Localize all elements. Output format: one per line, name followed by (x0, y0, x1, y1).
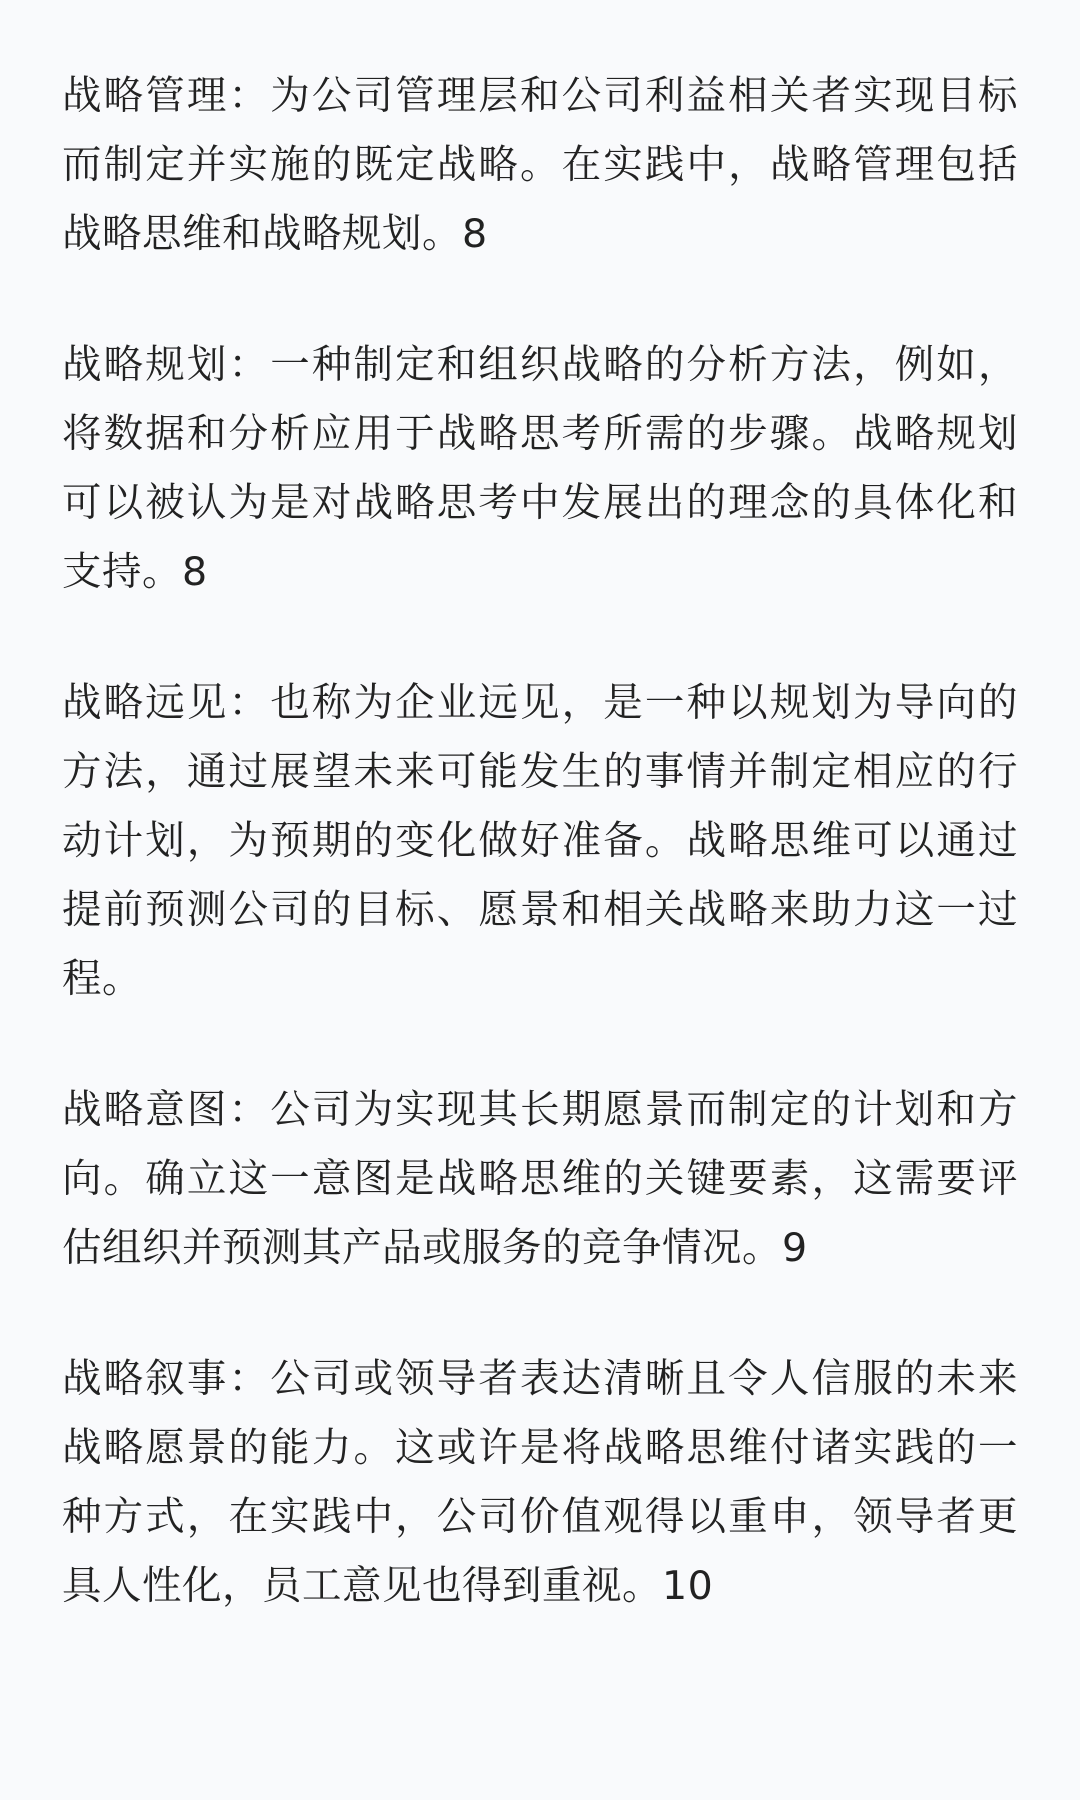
paragraph-strategic-foresight (62, 669, 1018, 1014)
paragraph-strategic-intent (62, 1076, 1018, 1283)
term-strategic-foresight: 战略远见： (62, 680, 271, 726)
definition-strategic-intent: 公司为实现其长期愿景而制定的计划和方向。确立这一意图是战略思维的关键要素，这需要评估组织并预测其产品或服务的竞争情况。 (62, 1087, 1019, 1271)
term-strategic-management: 战略管理： (62, 73, 271, 119)
definition-strategic-management: 为公司管理层和公司利益相关者实现目标而制定并实施的既定战略。在实践中，战略管理包括战略思维和战略规划。 (62, 73, 1019, 257)
reference-number: 8 (462, 211, 488, 257)
reference-number: 8 (182, 549, 208, 595)
definition-strategic-foresight: 也称为企业远见，是一种以规划为导向的方法，通过展望未来可能发生的事情并制定相应的行动计划，为预期的变化做好准备。战略思维可以通过提前预测公司的目标、愿景和相关战略来助力这一过程。 (62, 680, 1019, 1002)
paragraph-strategic-management (62, 62, 1018, 269)
paragraph-strategic-planning (62, 331, 1018, 607)
paragraph-strategic-narrative (62, 1345, 1018, 1621)
definition-strategic-planning: 一种制定和组织战略的分析方法，例如，将数据和分析应用于战略思考所需的步骤。战略规划可以被认为是对战略思考中发展出的理念的具体化和支持。 (62, 342, 1019, 595)
reference-number: 10 (662, 1563, 714, 1609)
term-strategic-narrative: 战略叙事： (62, 1356, 271, 1402)
reference-number: 9 (782, 1225, 808, 1271)
definition-strategic-narrative: 公司或领导者表达清晰且令人信服的未来战略愿景的能力。这或许是将战略思维付诸实践的一种方式，在实践中，公司价值观得以重申，领导者更具人性化，员工意见也得到重视。 (62, 1356, 1019, 1609)
term-strategic-planning: 战略规划： (62, 342, 271, 388)
term-strategic-intent: 战略意图： (62, 1087, 271, 1133)
